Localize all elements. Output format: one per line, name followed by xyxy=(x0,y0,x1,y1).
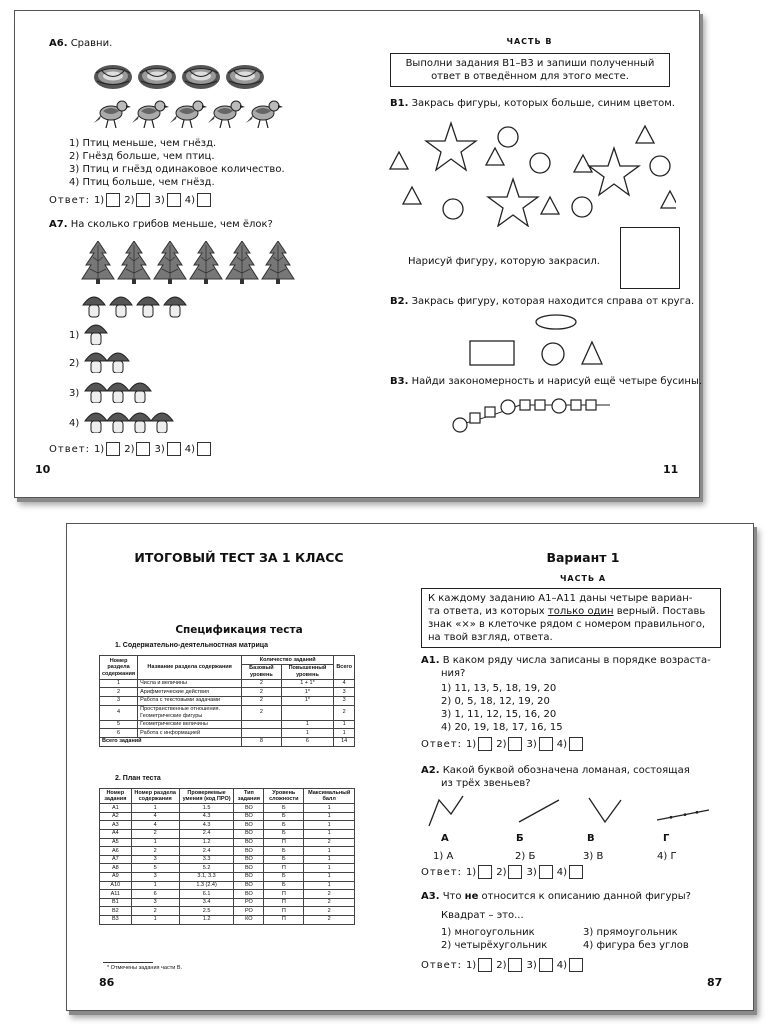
a3-option-3: 3) прямоугольник xyxy=(583,927,678,938)
a6-answer-box-4[interactable] xyxy=(197,193,211,207)
table-cell: 1.2 xyxy=(179,838,234,847)
a1-option-2: 2) 0, 5, 18, 12, 19, 20 xyxy=(441,696,550,707)
b2-shapes-illustration xyxy=(466,313,626,369)
table-row xyxy=(100,812,355,821)
table-cell: 2 xyxy=(304,907,355,916)
table-row xyxy=(100,821,355,830)
table-cell: П xyxy=(264,915,304,924)
answer-option-label: 1) xyxy=(93,443,105,455)
content-matrix-table xyxy=(99,655,355,747)
matrix-header-total: Всего xyxy=(334,656,355,680)
b1-shapes-illustration xyxy=(386,115,676,227)
a3-answer-box-4[interactable] xyxy=(569,958,583,972)
answer-option-label: 1) xyxy=(465,866,477,878)
table-total-row: Всего заданий 8 6 14 xyxy=(100,737,355,746)
a3-option-1: 1) многоугольник xyxy=(441,927,535,938)
table-cell: 2 xyxy=(131,907,179,916)
plan-header: Номер задания xyxy=(100,789,132,804)
matrix-header-num: Номер раздела содержания xyxy=(100,656,138,680)
table-cell: А1 xyxy=(100,804,132,813)
table-cell: 3 xyxy=(131,898,179,907)
part-title: ЧАСТЬ А xyxy=(559,574,607,583)
table-cell: А11 xyxy=(100,890,132,899)
table-cell: 1.3 (2.4) xyxy=(179,881,234,890)
table-cell: 1 xyxy=(131,838,179,847)
plan-header: Уровень сложности xyxy=(264,789,304,804)
table-cell: ВО xyxy=(234,890,264,899)
test-plan-table xyxy=(99,788,355,925)
table-cell: РО xyxy=(234,907,264,916)
table-row: 4 Пространственные отношения. Геометрические фигуры 2 2 xyxy=(100,705,355,720)
table-cell: 5 xyxy=(131,864,179,873)
table-cell: ВО xyxy=(234,838,264,847)
page-10 xyxy=(15,11,357,497)
table-cell: 3 xyxy=(131,872,179,881)
answer-option-label: 4) xyxy=(556,959,567,971)
table-cell: П xyxy=(264,898,304,907)
table-cell: 1.2 xyxy=(179,915,234,924)
a1-option-3: 3) 1, 11, 12, 15, 16, 20 xyxy=(441,709,557,720)
table-cell: 4.3 xyxy=(179,821,234,830)
table-cell: Б xyxy=(264,804,304,813)
a7-option-4-label: 4) xyxy=(69,418,80,429)
table-cell: 1 xyxy=(304,847,355,856)
a1-option-4: 4) 20, 19, 18, 17, 16, 15 xyxy=(441,722,563,733)
a6-answer-box-2[interactable] xyxy=(136,193,150,207)
table-cell: ВО xyxy=(234,812,264,821)
a2-answer-line xyxy=(421,865,587,879)
a7-answer-box-3[interactable] xyxy=(167,442,181,456)
table-cell: 1 xyxy=(304,864,355,873)
variant-title: Вариант 1 xyxy=(546,550,620,565)
a3-answer-box-1[interactable] xyxy=(478,958,492,972)
a7-answer-box-2[interactable] xyxy=(136,442,150,456)
a2-letter-g: Г xyxy=(663,833,670,844)
answer-label: Ответ: xyxy=(49,443,90,455)
table-row: 5 Геометрические величины 1 1 xyxy=(100,720,355,729)
part-title: ЧАСТЬ В xyxy=(506,37,553,46)
answer-option-label: 3) xyxy=(526,866,537,878)
table-cell: 2 xyxy=(131,829,179,838)
answer-option-label: 3) xyxy=(526,959,537,971)
table-cell: 2 xyxy=(304,898,355,907)
birds-illustration xyxy=(93,97,283,133)
table-cell: П xyxy=(264,864,304,873)
table-row xyxy=(100,890,355,899)
a2-letter-v: В xyxy=(587,833,595,844)
table-cell: 2.4 xyxy=(179,847,234,856)
a1-answer-box-1[interactable] xyxy=(478,737,492,751)
table-row: 1 Числа и величины 2 1 + 1* 4 xyxy=(100,679,355,688)
table-cell: ВО xyxy=(234,855,264,864)
page-number: 11 xyxy=(663,463,679,476)
table-row: 2 Арифметические действия 2 1* 3 xyxy=(100,688,355,697)
table-cell: А10 xyxy=(100,881,132,890)
table-cell: ВО xyxy=(234,864,264,873)
task-a2-heading: А2. Какой буквой обозначена ломаная, состоящая xyxy=(421,765,690,776)
a6-answer-box-3[interactable] xyxy=(167,193,181,207)
a1-answer-box-4[interactable] xyxy=(569,737,583,751)
answer-label: Ответ: xyxy=(421,738,462,750)
answer-option-label: 1) xyxy=(465,959,477,971)
table-row xyxy=(100,915,355,924)
mushrooms-illustration xyxy=(81,291,193,321)
table-cell: А4 xyxy=(100,829,132,838)
a2-answer-box-3[interactable] xyxy=(539,865,553,879)
table-row xyxy=(100,864,355,873)
table-cell: А8 xyxy=(100,864,132,873)
table-cell: Б xyxy=(264,847,304,856)
a1-answer-box-2[interactable] xyxy=(508,737,522,751)
instructions-line: та ответа, из которых только один верный. Поставь xyxy=(428,606,706,617)
answer-label: Ответ: xyxy=(421,959,462,971)
table-cell: Б xyxy=(264,829,304,838)
a7-option-1-mushrooms xyxy=(83,321,109,345)
table-cell: 1 xyxy=(304,821,355,830)
table-cell: 4 xyxy=(131,821,179,830)
answer-option-label: 3) xyxy=(154,194,165,206)
a2-answer-box-2[interactable] xyxy=(508,865,522,879)
instructions-line: К каждому заданию А1–А11 даны четыре вариан- xyxy=(428,593,693,604)
table-cell: 1 xyxy=(131,915,179,924)
a1-options xyxy=(441,682,563,734)
table-cell: 1 xyxy=(304,855,355,864)
a2-letter-a: А xyxy=(441,833,449,844)
a2-option-4: 4) Г xyxy=(657,851,677,862)
a7-answer-box-4[interactable] xyxy=(197,442,211,456)
answer-option-label: 4) xyxy=(556,738,567,750)
answer-option-label: 4) xyxy=(184,194,195,206)
table-cell: 5.2 xyxy=(179,864,234,873)
footnote: * Отмечены задания части В. xyxy=(107,965,183,971)
table-cell: 1 xyxy=(304,812,355,821)
table-cell: 1 xyxy=(131,804,179,813)
table-cell: 2 xyxy=(304,838,355,847)
a3-answer-line xyxy=(421,958,587,972)
table-cell: А2 xyxy=(100,812,132,821)
a2-answer-box-4[interactable] xyxy=(569,865,583,879)
task-b1-heading: В1. Закрась фигуры, которых больше, синим цветом. xyxy=(390,98,675,109)
a7-option-2-label: 2) xyxy=(69,358,80,369)
table-cell: ВО xyxy=(234,829,264,838)
task-b3-heading: В3. Найди закономерность и нарисуй ещё четыре бусины. xyxy=(390,376,703,387)
table-cell: А7 xyxy=(100,855,132,864)
matrix-header-base: Базовый уровень xyxy=(242,664,281,679)
nests-illustration xyxy=(93,61,269,93)
a7-answer-line xyxy=(49,442,215,456)
page-number: 87 xyxy=(707,976,723,989)
task-a1-heading: А1. В каком ряду числа записаны в порядке возраста- xyxy=(421,655,711,666)
page-number: 10 xyxy=(35,463,51,476)
table-cell: Б xyxy=(264,812,304,821)
test-title: ИТОГОВЫЙ ТЕСТ ЗА 1 КЛАСС xyxy=(134,550,344,565)
table-cell: 2 xyxy=(304,915,355,924)
table-cell: В3 xyxy=(100,915,132,924)
table-cell: 4.3 xyxy=(179,812,234,821)
a7-answer-box-1[interactable] xyxy=(106,442,120,456)
table-cell: 4 xyxy=(131,812,179,821)
table-row: 6 Работа с информацией 1 1 xyxy=(100,729,355,738)
page-11 xyxy=(358,11,703,497)
instructions-frame xyxy=(421,588,721,648)
a7-option-4-mushrooms xyxy=(83,409,177,433)
answer-option-label: 2) xyxy=(496,866,507,878)
table-cell: А9 xyxy=(100,872,132,881)
table-cell: 2 xyxy=(131,847,179,856)
book-spread-bottom xyxy=(66,523,754,1011)
a3-option-4: 4) фигура без углов xyxy=(583,940,689,951)
instructions-line: на твой взгляд, ответа. xyxy=(428,632,553,643)
matrix-title: 1. Содержательно-деятельностная матрица xyxy=(115,642,269,649)
plan-header: Номер раздела содержания xyxy=(131,789,179,804)
table-cell: П xyxy=(264,890,304,899)
plan-title: 2. План теста xyxy=(115,775,161,782)
table-cell: РО xyxy=(234,898,264,907)
b1-draw-text: Нарисуй фигуру, которую закрасил. xyxy=(408,256,600,267)
table-row xyxy=(100,872,355,881)
task-a2-heading-cont: из трёх звеньев? xyxy=(441,778,531,789)
answer-option-label: 2) xyxy=(496,959,507,971)
table-cell: 1 xyxy=(304,804,355,813)
answer-label: Ответ: xyxy=(49,194,90,206)
table-row: 3 Работа с текстовыми задачами 2 1* 3 xyxy=(100,696,355,705)
a2-option-2: 2) Б xyxy=(515,851,536,862)
matrix-header-name: Название раздела содержания xyxy=(138,656,242,680)
a1-answer-line xyxy=(421,737,587,751)
a7-option-3-label: 3) xyxy=(69,388,80,399)
b3-beads-illustration xyxy=(450,387,618,433)
plan-body xyxy=(100,804,355,924)
table-cell: П xyxy=(264,907,304,916)
table-cell: А6 xyxy=(100,847,132,856)
a3-option-2: 2) четырёхугольник xyxy=(441,940,548,951)
table-row xyxy=(100,838,355,847)
a6-answer-box-1[interactable] xyxy=(106,193,120,207)
a6-option-4: 4) Птиц больше, чем гнёзд. xyxy=(69,177,215,188)
table-cell: А3 xyxy=(100,821,132,830)
table-cell: 3 xyxy=(131,855,179,864)
table-cell: П xyxy=(264,838,304,847)
spec-title: Спецификация теста xyxy=(175,624,303,636)
b1-drawing-box[interactable] xyxy=(620,227,680,289)
answer-option-label: 2) xyxy=(496,738,507,750)
answer-option-label: 3) xyxy=(526,738,537,750)
table-cell: ВО xyxy=(234,872,264,881)
table-cell: 1 xyxy=(131,881,179,890)
answer-label: Ответ: xyxy=(421,866,462,878)
table-row xyxy=(100,855,355,864)
plan-header: Максимальный балл xyxy=(304,789,355,804)
book-spread-top xyxy=(14,10,703,498)
a7-option-2-mushrooms xyxy=(83,349,133,373)
a6-answer-line xyxy=(49,193,215,207)
table-cell: А5 xyxy=(100,838,132,847)
answer-option-label: 2) xyxy=(124,194,135,206)
table-cell: В2 xyxy=(100,907,132,916)
table-cell: 3.1, 3.3 xyxy=(179,872,234,881)
a2-polylines-illustration xyxy=(427,792,717,828)
a3-stem: Квадрат – это... xyxy=(441,910,524,921)
fir-trees-illustration xyxy=(81,241,297,285)
instructions-frame xyxy=(390,53,670,87)
page-number: 86 xyxy=(99,976,115,989)
task-b2-heading: В2. Закрась фигуру, которая находится справа от круга. xyxy=(390,296,695,307)
matrix-header-count: Количество заданий xyxy=(242,656,334,665)
a6-option-2: 2) Гнёзд больше, чем птиц. xyxy=(69,151,215,162)
instructions-line: Выполни задания В1–В3 и запиши полученный xyxy=(405,58,655,69)
a3-answer-box-2[interactable] xyxy=(508,958,522,972)
answer-option-label: 2) xyxy=(124,443,135,455)
table-row xyxy=(100,907,355,916)
table-cell: 1 xyxy=(304,872,355,881)
task-a3-heading: А3. Что не относится к описанию данной фигуры? xyxy=(421,891,691,902)
plan-header: Тип задания xyxy=(234,789,264,804)
a2-option-1: 1) А xyxy=(433,851,454,862)
table-cell: 2.5 xyxy=(179,907,234,916)
task-a1-heading-cont: ния? xyxy=(441,668,466,679)
table-cell: Б xyxy=(264,821,304,830)
footnote-divider xyxy=(103,962,153,963)
answer-option-label: 1) xyxy=(93,194,105,206)
table-cell: Б xyxy=(264,881,304,890)
table-cell: В1 xyxy=(100,898,132,907)
table-cell: КО xyxy=(234,915,264,924)
table-cell: 6.1 xyxy=(179,890,234,899)
table-cell: 1.5 xyxy=(179,804,234,813)
a7-option-3-mushrooms xyxy=(83,379,155,403)
a7-option-1-label: 1) xyxy=(69,330,80,341)
table-row xyxy=(100,881,355,890)
table-row xyxy=(100,829,355,838)
a6-option-3: 3) Птиц и гнёзд одинаковое количество. xyxy=(69,164,285,175)
instructions-line: знак «×» в клеточке рядом с номером правильного, xyxy=(428,619,706,630)
a6-option-1: 1) Птиц меньше, чем гнёзд. xyxy=(69,138,217,149)
plan-header: Проверяемые умения (код ПРО) xyxy=(179,789,234,804)
page-86 xyxy=(67,524,410,1010)
table-cell: Б xyxy=(264,872,304,881)
table-cell: 6 xyxy=(131,890,179,899)
answer-option-label: 4) xyxy=(184,443,195,455)
table-cell: ВО xyxy=(234,821,264,830)
a3-answer-box-3[interactable] xyxy=(539,958,553,972)
a1-option-1: 1) 11, 13, 5, 18, 19, 20 xyxy=(441,683,557,694)
table-cell: ВО xyxy=(234,847,264,856)
table-cell: 3.3 xyxy=(179,855,234,864)
a6-options xyxy=(69,137,285,189)
table-cell: ВО xyxy=(234,804,264,813)
instructions-line: ответ в отведённом для этого месте. xyxy=(431,71,629,82)
table-row xyxy=(100,847,355,856)
a2-option-3: 3) В xyxy=(583,851,604,862)
a1-answer-box-3[interactable] xyxy=(539,737,553,751)
table-row xyxy=(100,804,355,813)
answer-option-label: 4) xyxy=(556,866,567,878)
table-row xyxy=(100,898,355,907)
page-87 xyxy=(411,524,754,1010)
task-a6-heading: А6. Сравни. xyxy=(49,38,113,49)
answer-option-label: 3) xyxy=(154,443,165,455)
a2-answer-box-1[interactable] xyxy=(478,865,492,879)
table-cell: ВО xyxy=(234,881,264,890)
table-cell: Б xyxy=(264,855,304,864)
task-a7-heading: А7. На сколько грибов меньше, чем ёлок? xyxy=(49,219,273,230)
table-cell: 1 xyxy=(304,881,355,890)
matrix-header-high: Повышенный уровень xyxy=(281,664,334,679)
a2-letter-b: Б xyxy=(516,833,524,844)
answer-option-label: 1) xyxy=(465,738,477,750)
table-cell: 3.4 xyxy=(179,898,234,907)
table-cell: 1 xyxy=(304,829,355,838)
table-cell: 2.4 xyxy=(179,829,234,838)
table-cell: 2 xyxy=(304,890,355,899)
